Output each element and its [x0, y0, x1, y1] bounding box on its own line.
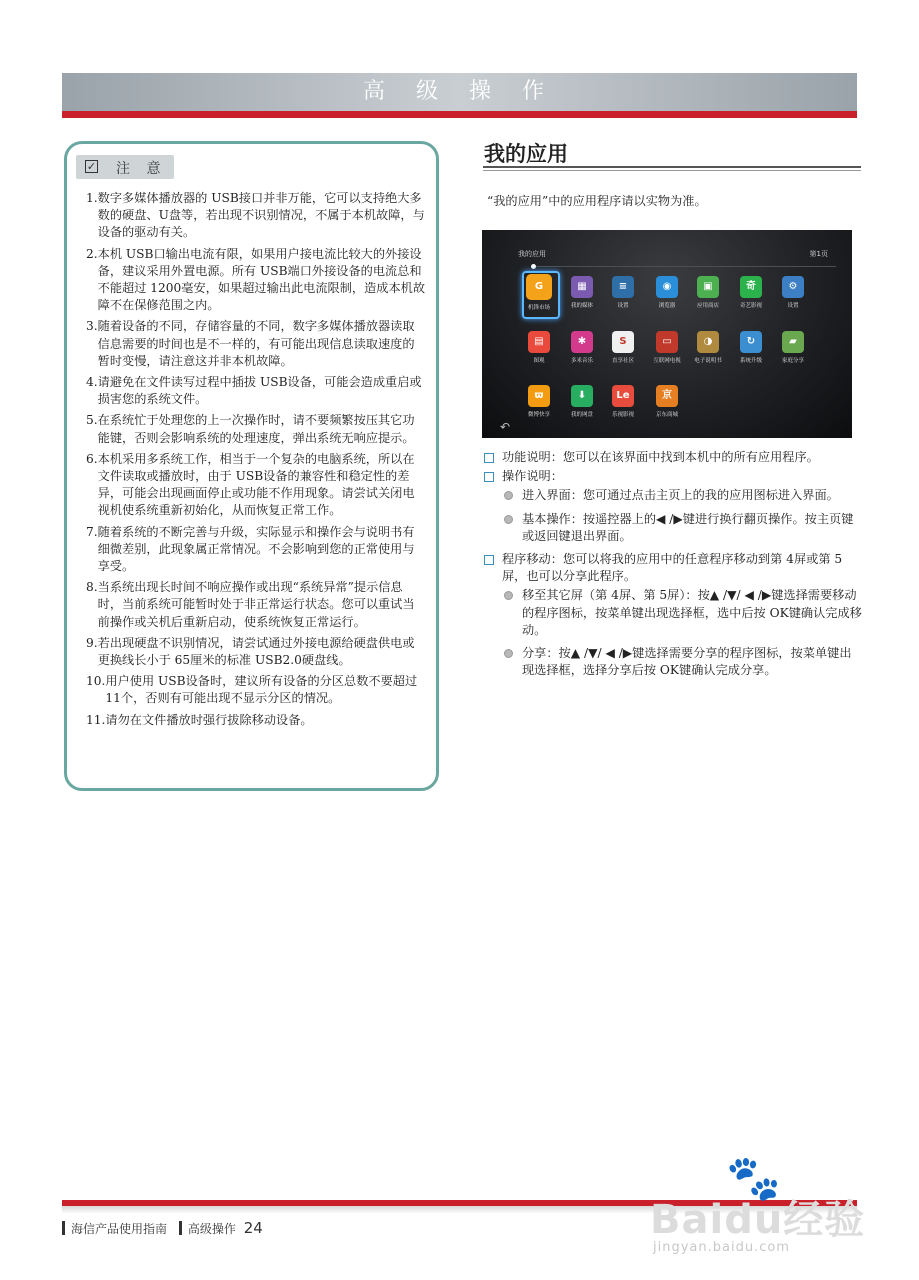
app-label: 直享社区	[611, 358, 634, 364]
info-subitem	[504, 587, 862, 639]
info-item-text: 程序移动：您可以将我的应用中的任意程序移动到第 4屏或第 5屏，也可以分享此程序。	[502, 552, 843, 584]
notice-item	[86, 374, 426, 408]
notice-item-number: 10.	[86, 674, 106, 689]
app-tile[interactable]	[645, 385, 689, 418]
app-label: 应用商店	[696, 303, 719, 309]
checkbox-icon: ✓	[86, 160, 97, 173]
screenshot-title: 我的应用	[518, 250, 546, 258]
info-item-text: 功能说明：您可以在该界面中找到本机中的所有应用程序。	[502, 450, 819, 464]
info-subitem-text: 移至其它屏（第 4屏、第 5屏）：按▲ /▼/ ◀ /▶键选择需要移动的程序图标，按菜单键出现选择框，选中后按 OK键确认完成移动。	[522, 588, 862, 637]
notice-list	[86, 190, 426, 733]
notice-item-number: 8.	[86, 580, 98, 595]
info-item	[484, 468, 862, 485]
baidu-watermark	[648, 1152, 868, 1270]
app-icon: ▰	[782, 331, 804, 353]
info-subitem-text: 分享：按▲ /▼/ ◀ /▶键选择需要分享的程序图标，按菜单键出现选择框，选择分享后按 OK键确认完成分享。	[522, 646, 852, 678]
app-icon: ▤	[528, 331, 550, 353]
footer-section: 高级操作	[187, 1222, 236, 1236]
notice-item-number: 6.	[86, 451, 98, 466]
circle-bullet-icon	[504, 515, 513, 524]
notice-item	[86, 712, 426, 729]
notice-item	[86, 524, 426, 576]
notice-item-number: 5.	[86, 413, 98, 428]
notice-item-text: 在系统忙于处理您的上一次操作时，请不要频繁按压其它功能键，否则会影响系统的处理速度，弹出系统无响应提示。	[97, 413, 415, 445]
app-icon: Le	[612, 385, 634, 407]
app-icon: 京	[656, 385, 678, 407]
info-subitem	[504, 487, 862, 504]
notice-item	[86, 635, 426, 669]
app-label: 微博快享	[527, 412, 550, 418]
notice-item-text: 请勿在文件播放时强行拔除移动设备。	[105, 712, 313, 727]
footer-marker	[62, 1221, 65, 1235]
app-icon: ≡	[612, 276, 634, 298]
app-label: 家庭分享	[781, 358, 804, 364]
footer-marker	[179, 1221, 182, 1235]
footer-guide: 海信产品使用指南	[71, 1222, 168, 1236]
notice-item-number: 11.	[86, 712, 106, 727]
app-label: 系统升级	[739, 358, 762, 364]
page-header	[62, 73, 857, 111]
info-subitem-text: 基本操作：按遥控器上的◀ /▶键进行换行翻页操作。按主页键或返回键退出界面。	[522, 511, 854, 543]
notice-item	[86, 246, 426, 315]
app-icon: ▣	[697, 276, 719, 298]
info-item	[484, 449, 862, 466]
tv-screenshot	[482, 230, 852, 438]
app-tile[interactable]	[560, 385, 604, 418]
app-tile[interactable]	[645, 276, 689, 309]
notice-item-text: 本机采用多系统工作，相当于一个复杂的电脑系统，所以在文件读取或播放时，由于 USB设备的兼容性和稳定性的差异，可能会出现画面停止或功能不作用现象。请尝试关闭电视机使系统重新初始化，从而恢复正常工作。	[97, 451, 415, 518]
app-label: 乐视影视	[611, 412, 634, 418]
app-label: 互联网电视	[653, 358, 681, 364]
app-tile[interactable]	[601, 385, 645, 418]
notice-item	[86, 579, 426, 631]
app-label: 电子说明书	[694, 358, 722, 364]
app-tile[interactable]	[560, 331, 604, 364]
paw-icon: 🐾	[726, 1153, 781, 1204]
notice-item-text: 本机 USB口输出电流有限，如果用户接电流比较大的外接设备，建议采用外置电源。所有 USB端口外接设备的电流总和不能超过 1200毫安，如果超过输出此电流限制，造成本机故障不在保修范围之内。	[97, 246, 426, 313]
screenshot-page-indicator: 第1页	[809, 250, 828, 258]
info-item-text: 操作说明：	[502, 469, 563, 484]
notice-item-number: 1.	[86, 191, 98, 205]
notice-tag	[76, 155, 174, 179]
app-icon: ◑	[697, 331, 719, 353]
screenshot-divider	[536, 266, 836, 267]
notice-item-text: 若出现硬盘不识别情况，请尝试通过外接电源给硬盘供电或更换线长小于 65厘米的标准 USB2.0硬盘线。	[97, 635, 415, 668]
notice-item-text: 请避免在文件读写过程中插拔 USB设备，可能会造成重启或损害您的系统文件。	[97, 375, 422, 407]
app-label: 多米音乐	[570, 358, 593, 364]
app-tile[interactable]	[601, 331, 645, 364]
app-tile[interactable]	[517, 385, 561, 418]
notice-item-number: 9.	[86, 635, 98, 650]
app-tile[interactable]	[517, 331, 561, 364]
section-rule-thin	[483, 170, 861, 171]
notice-item-number: 2.	[86, 246, 98, 261]
app-label: 我的媒体	[570, 303, 593, 309]
notice-item-text: 随着设备的不同，存储容量的不同，数字多媒体播放器读取信息需要的时间也是不一样的，有可能出现信息读取速度的暂时变慢，请注意这并非本机故障。	[97, 319, 415, 368]
header-title: 高 级 操 作	[363, 79, 556, 104]
notice-tag-label: 注 意	[116, 161, 167, 177]
square-bullet-icon	[484, 453, 494, 463]
info-subitem	[504, 645, 862, 679]
app-icon: ⬇	[571, 385, 593, 407]
circle-bullet-icon	[504, 649, 513, 658]
app-label: 设置	[787, 303, 799, 309]
header-red-bar	[62, 111, 857, 118]
app-tile[interactable]	[517, 274, 561, 311]
app-label: 京东商城	[655, 412, 678, 418]
app-icon: ⚙	[782, 276, 804, 298]
notice-item-number: 4.	[86, 375, 98, 390]
app-icon: 奇	[740, 276, 762, 298]
footer	[62, 1219, 263, 1237]
info-list	[484, 449, 862, 685]
page-number: 24	[243, 1219, 263, 1237]
notice-item	[86, 318, 426, 370]
square-bullet-icon	[484, 472, 494, 482]
app-icon: ϖ	[528, 385, 550, 407]
section-rule	[483, 166, 861, 168]
app-tile[interactable]	[645, 331, 689, 364]
notice-item-text: 随着系统的不断完善与升级，实际显示和操作会与说明书有细微差别，此现象属正常情况。不会影响到您的正常使用与享受。	[97, 524, 415, 574]
app-tile[interactable]	[601, 276, 645, 309]
app-label: 机锋市场	[527, 305, 550, 311]
app-icon: G	[526, 274, 552, 300]
info-subitem	[504, 511, 862, 545]
watermark-brand: Baidu经验	[650, 1197, 866, 1243]
notice-item-number: 3.	[86, 319, 98, 334]
notice-item-text: 用户使用 USB设备时，建议所有设备的分区总数不要超过 11个，否则有可能出现不显示分区的情况。	[105, 674, 418, 706]
app-label: 我的网盘	[570, 412, 593, 418]
circle-bullet-icon	[504, 591, 513, 600]
app-label: 浏览器	[658, 303, 676, 309]
app-label: 奇艺影视	[739, 303, 762, 309]
notice-item	[86, 673, 426, 707]
app-label: 设置	[617, 303, 629, 309]
app-tile[interactable]	[771, 331, 815, 364]
app-tile[interactable]	[771, 276, 815, 309]
app-icon: ↻	[740, 331, 762, 353]
section-title: 我的应用	[484, 142, 568, 166]
app-tile[interactable]	[729, 276, 773, 309]
info-item	[484, 551, 862, 585]
info-subitem-text: 进入界面：您可通过点击主页上的我的应用图标进入界面。	[522, 488, 839, 503]
app-tile[interactable]	[686, 276, 730, 309]
square-bullet-icon	[484, 555, 494, 565]
app-tile[interactable]	[686, 331, 730, 364]
watermark-url: jingyan.baidu.com	[653, 1240, 790, 1255]
notice-item-text: 数字多媒体播放器的 USB接口并非万能，它可以支持绝大多数的硬盘、U盘等，若出现不识别情况，不属于本机故障，与设备的驱动有关。	[97, 191, 425, 240]
app-icon: S	[612, 331, 634, 353]
circle-bullet-icon	[504, 491, 513, 500]
notice-item-number: 7.	[86, 524, 98, 539]
app-icon: ▦	[571, 276, 593, 298]
notice-item	[86, 412, 426, 446]
app-tile[interactable]	[560, 276, 604, 309]
app-icon: ▭	[656, 331, 678, 353]
notice-item-text: 当系统出现长时间不响应操作或出现“系统异常”提示信息时，当前系统可能暂时处于非正常运行状态。您可以重试当前操作或关机后重新启动，使系统恢复正常运行。	[97, 580, 415, 629]
notice-item	[86, 451, 426, 520]
app-tile[interactable]	[729, 331, 773, 364]
section-intro: “我的应用”中的应用程序请以实物为准。	[487, 194, 707, 208]
app-label: 图观	[533, 358, 545, 364]
notice-item	[86, 190, 426, 242]
app-icon: ✱	[571, 331, 593, 353]
app-icon: ◉	[656, 276, 678, 298]
back-icon: ↶	[500, 420, 511, 434]
